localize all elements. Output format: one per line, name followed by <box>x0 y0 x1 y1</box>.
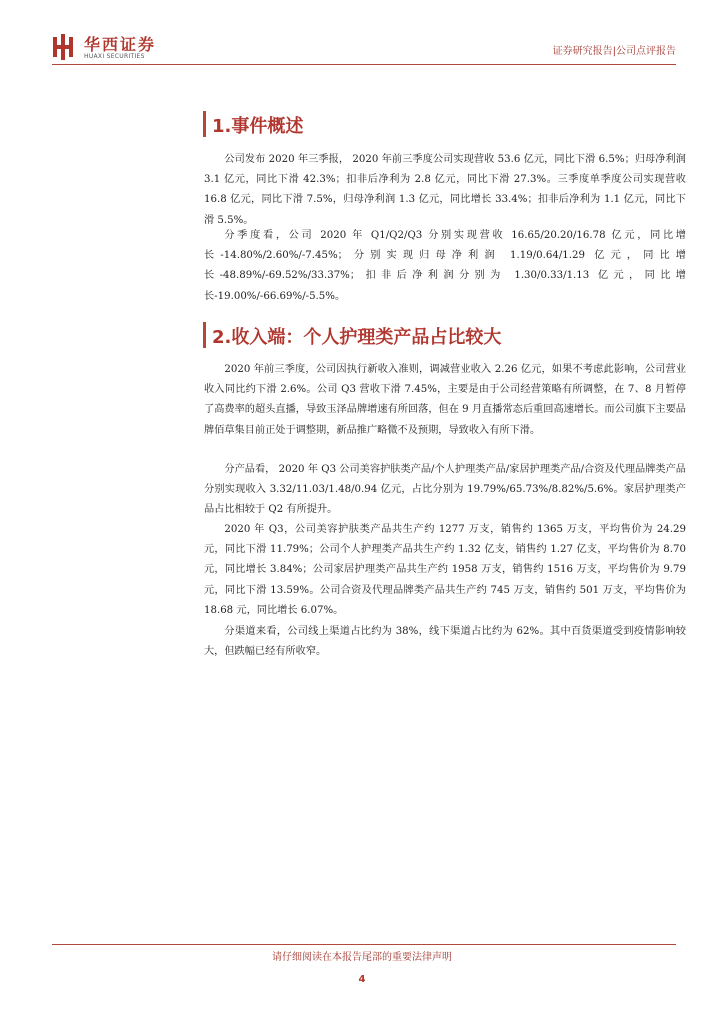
section-1-paragraph-2: 分季度看，公司 2020 年 Q1/Q2/Q3 分别实现营收 16.65/20.20/16.78 亿元，同比增长-14.80%/2.60%/-7.45%；分别实现归母净利润 1.19/0.64/1.29 亿元，同比增长-48.89%/-69.52%/33.37%；扣非后净利润分别为 1.30/0.33/1.13 亿元，同比增长-19.00%/-66.69%/-5.5%。 <box>204 230 686 302</box>
brand-name-cn: 华西证券 <box>84 35 157 54</box>
page-header <box>0 0 724 70</box>
section-2-paragraph-3: 2020 年 Q3，公司美容护肤类产品共生产约 1277 万支，销售约 1365 万支，平均售价为 24.29 元，同比下滑 11.79%；公司个人护理类产品共生产约 1.32 亿支，销售约 1.27 亿支，平均售价为 8.70 元，同比增长 3.84%；公司家居护理类产品共生产约 1958 万支，销售约 1516 万支，平均售价为 9.79 元，同比下滑 13.59%。公司合资及代理品牌类产品共生产约 745 万支，销售约 501 万支，平均售价为 18.68 元，同比增长 6.07%。 <box>204 524 686 616</box>
section-2-paragraph-2: 分产品看， 2020 年 Q3 公司美容护肤类产品/个人护理类产品/家居护理类产品/合资及代理品牌类产品分别实现收入 3.32/11.03/1.48/0.94 亿元，占比分别为 19.79%/65.73%/8.82%/5.6%。家居护理类产品占比相较于 Q2 有所提升。 <box>204 464 686 516</box>
section-2-paragraph-4: 分渠道来看，公司线上渠道占比约为 38%，线下渠道占比约为 62%。其中百货渠道受到疫情影响较大，但跌幅已经有所收窄。 <box>204 626 686 658</box>
section-2-marker <box>203 322 206 348</box>
section-1-marker <box>203 111 206 137</box>
legal-notice: 请仔细阅读在本报告尾部的重要法律声明 <box>272 952 452 963</box>
header-divider <box>52 64 676 65</box>
section-2-paragraph-1: 2020 年前三季度，公司因执行新收入准则，调减营业收入 2.26 亿元，如果不考虑此影响，公司营业收入同比约下滑 2.6%。公司 Q3 营收下滑 7.45%，主要是由于公司经营策略有所调整，在 7、8 月暂停了高费率的超头直播，导致玉泽品牌增速有所回落，但在 9 月直播常态后重回高速增长。而公司旗下主要品牌佰草集目前正处于调整期，新品推广略微不及预期，导致收入有所下滑。 <box>204 364 686 436</box>
page-number: 4 <box>358 974 366 985</box>
footer-divider <box>52 944 676 945</box>
report-type-label: 证券研究报告|公司点评报告 <box>552 46 676 57</box>
huaxi-logo-icon <box>52 34 74 60</box>
brand-name-en: HUAXI SECURITIES <box>84 53 145 60</box>
section-1-title: 1.事件概述 <box>212 116 304 137</box>
section-1-paragraph-1: 公司发布 2020 年三季报， 2020 年前三季度公司实现营收 53.6 亿元，同比下滑 6.5%；归母净利润 3.1 亿元，同比下滑 42.3%；扣非后净利为 2.8 亿元，同比下滑 27.3%。三季度单季度公司实现营收 16.8 亿元，同比下滑 7.5%，归母净利润 1.3 亿元，同比增长 33.4%；扣非后净利为 1.1 亿元，同比下滑 5.5%。 <box>204 154 686 226</box>
section-2-title: 2.收入端：个人护理类产品占比较大 <box>212 327 502 348</box>
